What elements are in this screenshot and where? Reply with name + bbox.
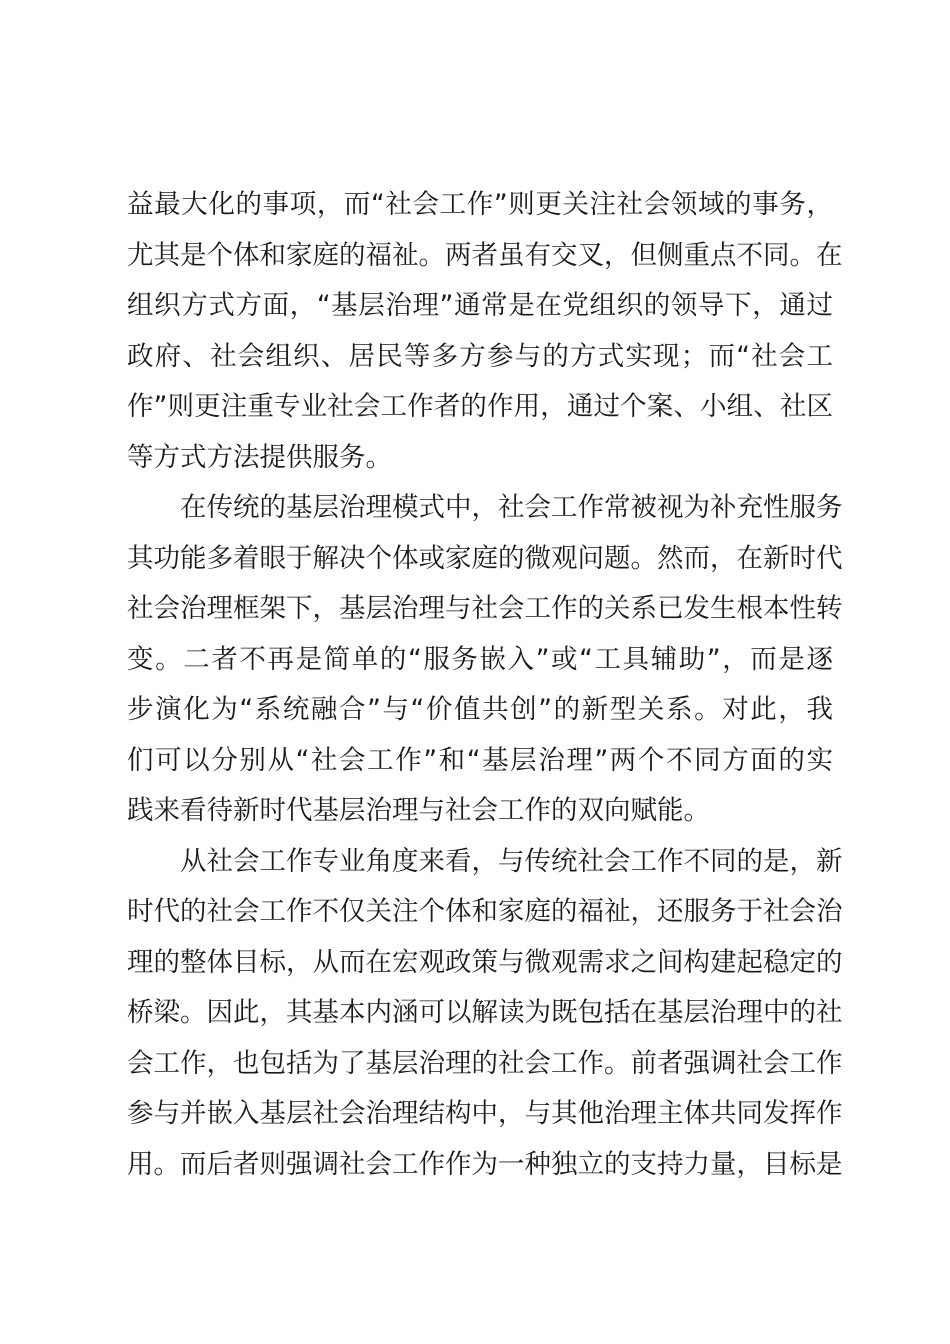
text-line: 用。而后者则强调社会工作作为一种独立的支持力量，目标是 (127, 1148, 843, 1180)
text-line: 尤其是个体和家庭的福祉。两者虽有交叉，但侧重点不同。在 (127, 239, 843, 271)
text-line: 变。二者不再是简单的“服务嵌入”或“工具辅助”，而是逐 (127, 643, 833, 675)
text-line: 会工作，也包括为了基层治理的社会工作。前者强调社会工作 (127, 1047, 843, 1079)
text-line: 从社会工作专业角度来看，与传统社会工作不同的是，新 (180, 845, 843, 877)
text-line: 组织方式方面，“基层治理”通常是在党组织的领导下，通过 (127, 290, 833, 321)
text-line: 益最大化的事项，而“社会工作”则更关注社会领域的事务， (127, 189, 833, 220)
text-line: 社会治理框架下，基层治理与社会工作的关系已发生根本性转 (127, 593, 843, 624)
paragraph-1 (127, 180, 843, 483)
text-line: 等方式方法提供服务。 (127, 441, 392, 473)
body-text (127, 180, 843, 1190)
paragraph-2 (127, 483, 843, 837)
text-line: 作”则更注重专业社会工作者的作用，通过个案、小组、社区 (127, 391, 833, 422)
text-line: 践来看待新时代基层治理与社会工作的双向赋能。 (127, 795, 710, 826)
text-line: 步演化为“系统融合”与“价值共创”的新型关系。对此，我 (127, 694, 833, 725)
paragraph-3 (127, 837, 843, 1191)
text-line: 参与并嵌入基层社会治理结构中，与其他治理主体共同发挥作 (127, 1098, 843, 1129)
text-line: 在传统的基层治理模式中，社会工作常被视为补充性服务 (180, 492, 843, 523)
text-line: 们可以分别从“社会工作”和“基层治理”两个不同方面的实 (127, 744, 833, 776)
text-line: 政府、社会组织、居民等多方参与的方式实现；而“社会工 (127, 340, 833, 372)
text-line: 时代的社会工作不仅关注个体和家庭的福祉，还服务于社会治 (127, 896, 843, 927)
text-line: 桥梁。因此，其基本内涵可以解读为既包括在基层治理中的社 (127, 997, 843, 1028)
text-line: 其功能多着眼于解决个体或家庭的微观问题。然而，在新时代 (127, 542, 843, 574)
text-line: 理的整体目标，从而在宏观政策与微观需求之间构建起稳定的 (127, 946, 843, 978)
